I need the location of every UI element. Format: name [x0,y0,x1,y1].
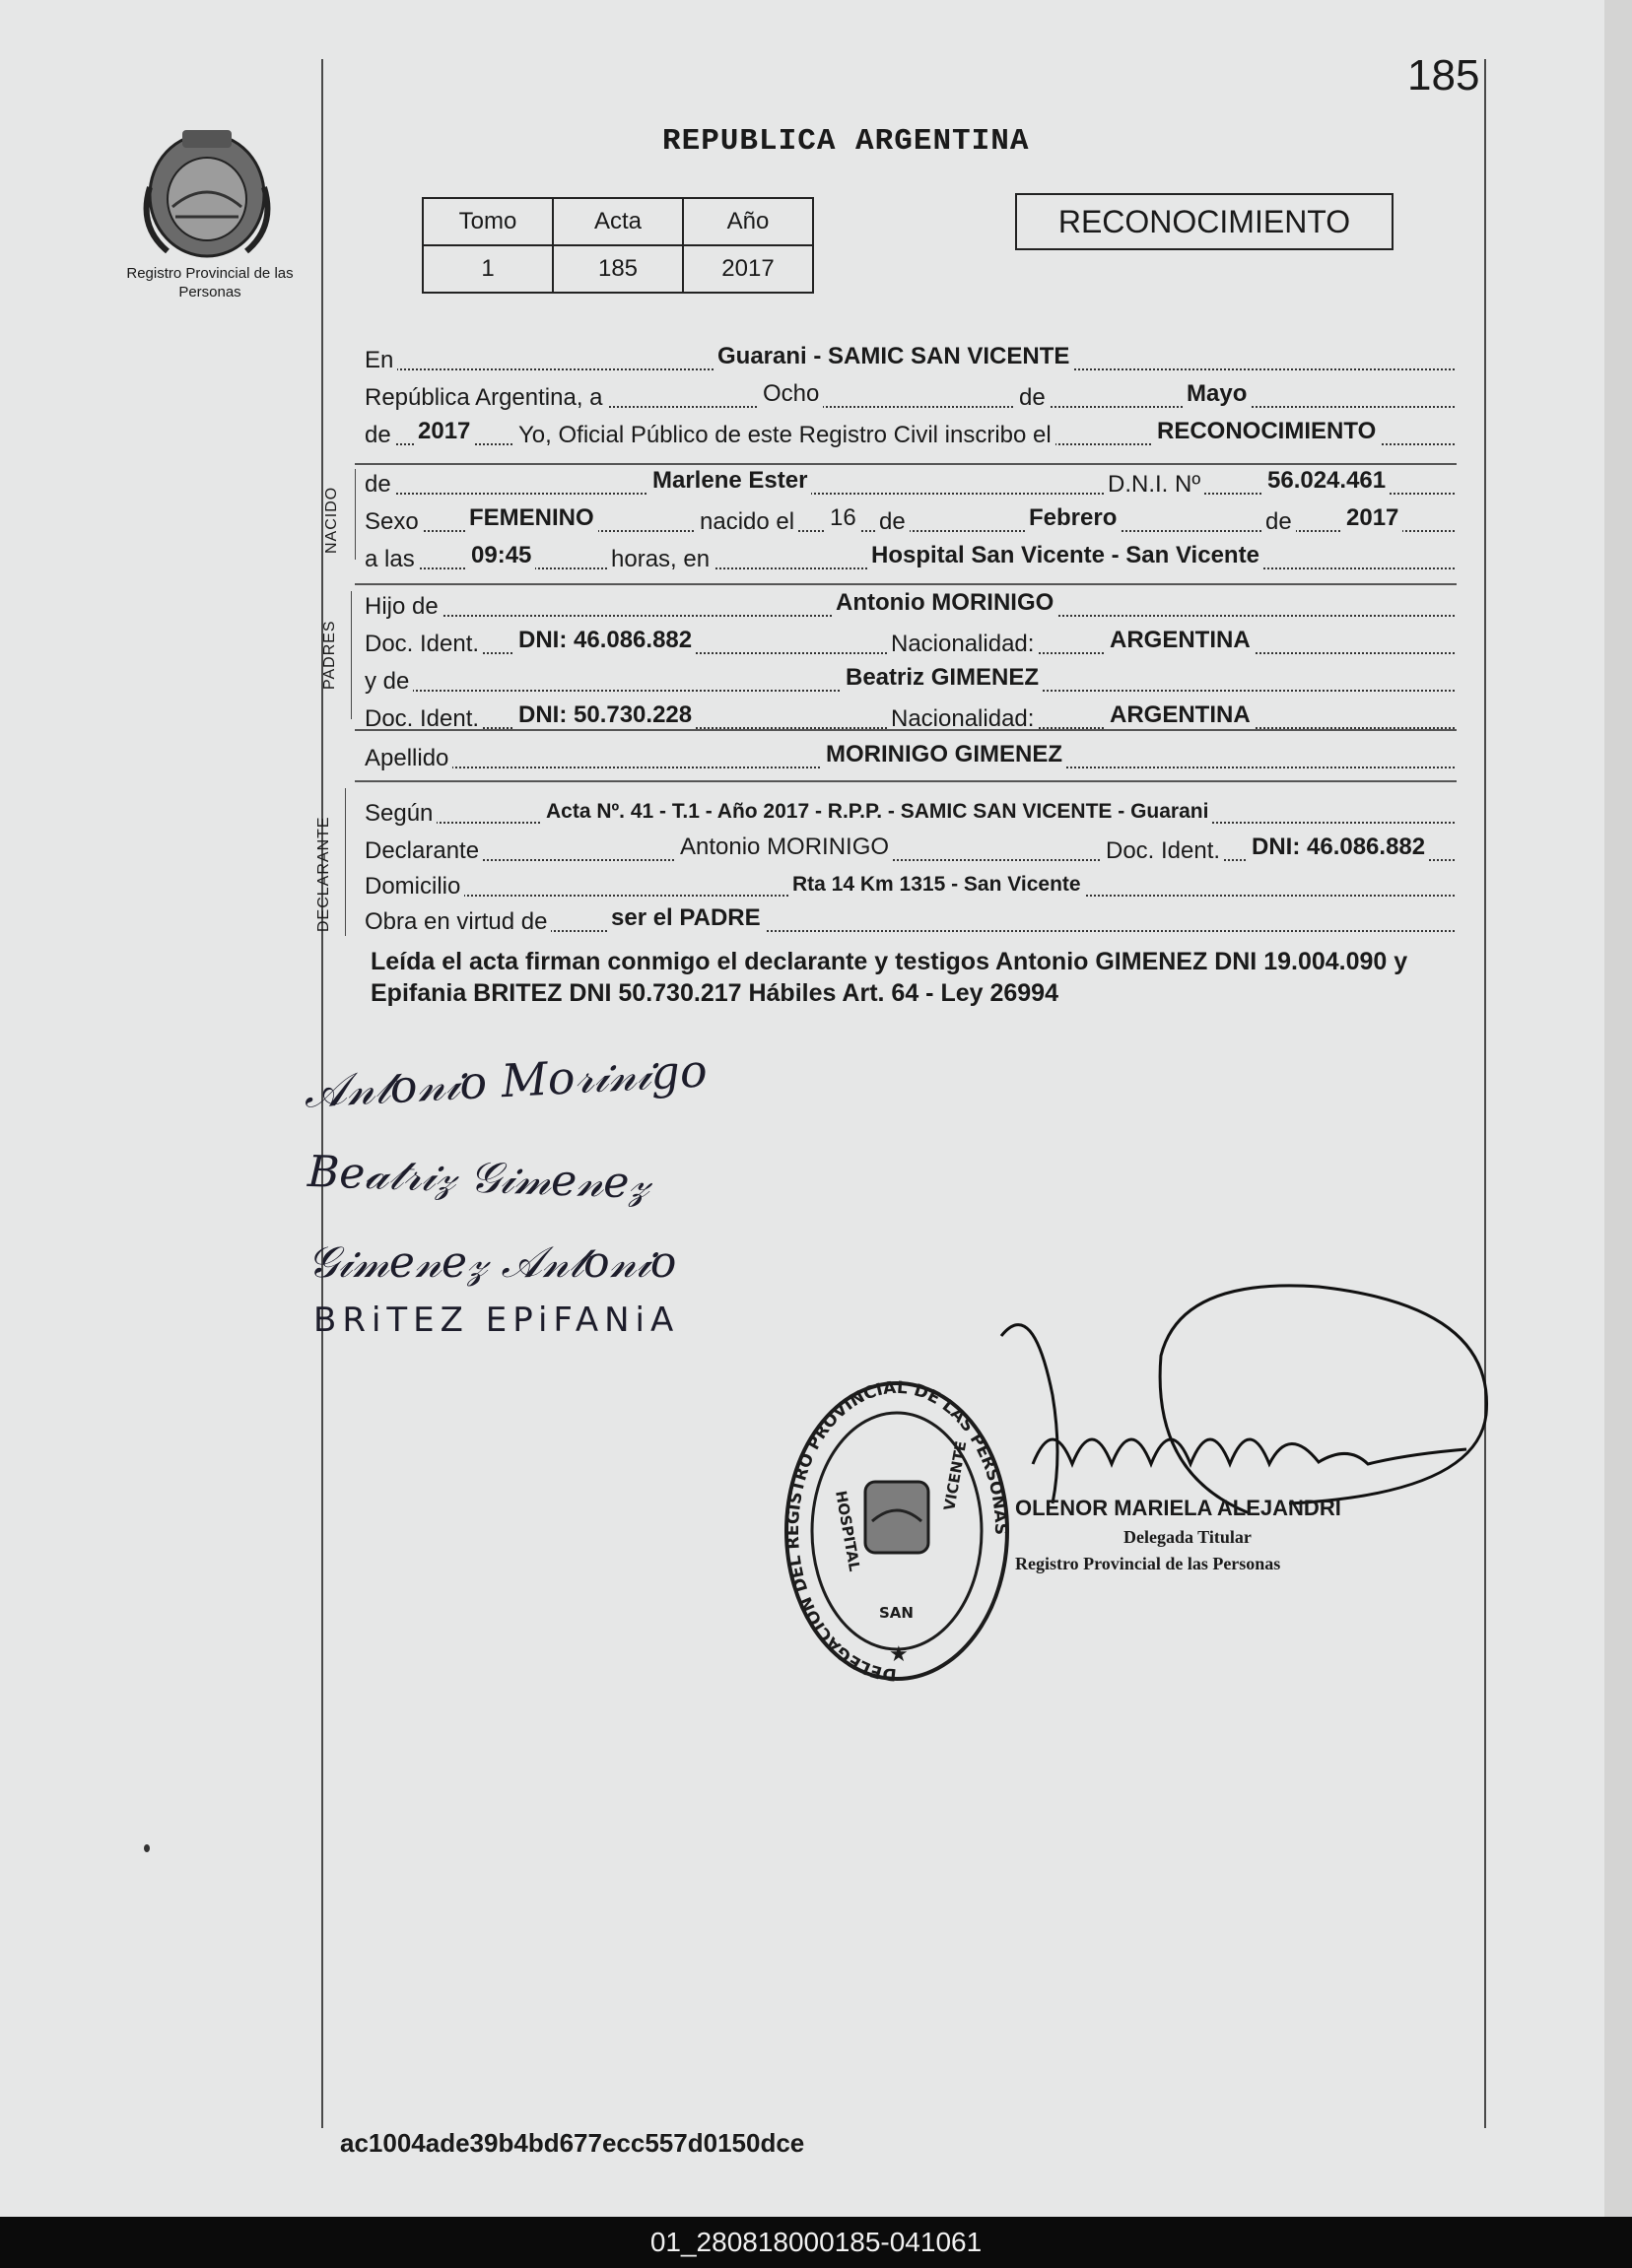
birth-de-label: de [875,508,910,536]
nacido-birth-row [365,497,1455,535]
domicilio-row [365,861,1455,900]
signature-mother: 𝐵𝑒𝒶𝓉𝓇𝒾𝓏 𝒢𝒾𝓂𝑒𝓃𝑒𝓏 [306,1146,650,1210]
declarante-label: Declarante [365,837,483,865]
birth-day: 16 [826,504,860,532]
svg-text:SAN: SAN [879,1604,914,1622]
nacionalidad-label: Nacionalidad: [887,631,1038,658]
father-nationality: ARGENTINA [1106,627,1255,654]
section-divider [355,780,1457,782]
registry-table [422,197,814,294]
child-name: Marlene Ester [648,467,811,495]
document-id-footer: 01_280818000185-041061 [0,2217,1632,2268]
horas-en-label: horas, en [607,546,714,573]
anio-header: Año [683,198,813,245]
acta-header: Acta [553,198,683,245]
svg-text:★: ★ [889,1642,909,1667]
obra-row [365,897,1455,935]
doc-ident-label: Doc. Ident. [365,631,483,658]
y-de-label: y de [365,668,413,696]
declarante-row [365,826,1455,864]
apellido-label: Apellido [365,745,452,772]
signature-witness-2: BRiTEZ EPiFANiA [313,1301,680,1340]
province-seal-logo [128,118,286,266]
nacido-name-row [365,459,1455,498]
nacido-bracket [355,469,356,560]
doc-ident-label: Doc. Ident. [365,705,483,733]
page-number: 185 [1407,51,1480,100]
mother-row [365,656,1455,695]
mother-doc: DNI: 50.730.228 [514,701,696,729]
official-institution: Registro Provincial de las Personas [1015,1554,1281,1573]
section-divider [355,729,1457,731]
mother-doc-row [365,694,1455,732]
svg-text:VICENTE: VICENTE [940,1439,971,1512]
declarante-doc: DNI: 46.086.882 [1248,834,1429,861]
stray-mark [144,1844,150,1852]
domicilio-value: Rta 14 Km 1315 - San Vicente [788,873,1085,897]
document-hash: ac1004ade39b4bd677ecc557d0150dce [340,2128,805,2158]
official-name: OLENOR MARIELA ALEJANDRI [1015,1496,1341,1520]
closing-statement: Leída el acta firman conmigo el declarante y testigos Antonio GIMENEZ DNI 19.004.090 y Epifania BRITEZ DNI 50.730.217 Hábiles Art. 64 - Ley 26994 [371,948,1408,1007]
intro-year-row [365,410,1455,448]
birth-time: 09:45 [467,542,535,569]
a-las-label: a las [365,546,419,573]
birth-year: 2017 [1342,504,1402,532]
right-margin-line [1484,59,1486,2128]
nacido-el-label: nacido el [696,508,798,536]
day-text: Ocho [759,380,823,408]
declarante-name: Antonio MORINIGO [676,834,893,861]
segun-value: Acta Nº. 41 - T.1 - Año 2017 - R.P.P. - SAMIC SAN VICENTE - Guarani [542,800,1212,824]
dni-label: D.N.I. Nº [1104,471,1204,499]
signature-father: 𝒜𝓃𝓉𝑜𝓃𝒾𝑜 𝑀𝑜𝓇𝒾𝓃𝒾𝑔𝑜 [302,1043,709,1118]
obra-value: ser el PADRE [607,904,765,932]
document-title: REPUBLICA ARGENTINA [662,124,1030,159]
acta-value: 185 [553,245,683,293]
father-doc-row [365,619,1455,657]
republica-label: República Argentina, a [365,384,607,412]
logo-caption: Registro Provincial de las Personas [126,265,294,300]
hijo-de-label: Hijo de [365,593,442,621]
mother-nationality: ARGENTINA [1106,701,1255,729]
padres-bracket [351,591,352,719]
declarante-section-label: DECLARANTE [315,816,332,932]
anio-value: 2017 [683,245,813,293]
declarante-doc-label: Doc. Ident. [1102,837,1224,865]
nacido-time-row [365,534,1455,572]
father-row [365,581,1455,620]
signature-witness-1: 𝒢𝒾𝓂𝑒𝓃𝑒𝓏 𝒜𝓃𝓉𝑜𝓃𝒾𝑜 [307,1237,677,1288]
de-label: de [1015,384,1050,412]
intro-date-row [365,372,1455,411]
mother-name: Beatriz GIMENEZ [842,664,1043,692]
official-stamp [779,1373,1015,1689]
tomo-value: 1 [423,245,553,293]
en-label: En [365,347,397,374]
child-dni: 56.024.461 [1263,467,1390,495]
official-role: Delegada Titular [1123,1527,1252,1547]
obra-label: Obra en virtud de [365,908,551,936]
month-text: Mayo [1183,380,1251,408]
sexo-value: FEMENINO [465,504,598,532]
svg-text:DELEGACION DEL REGISTRO PROVIN: DELEGACION DEL REGISTRO PROVINCIAL DE LAS PERSONAS [783,1377,1011,1685]
de-label: de [365,471,395,499]
place-value: Guarani - SAMIC SAN VICENTE [714,343,1073,370]
father-name: Antonio MORINIGO [832,589,1057,617]
inscribo-value: RECONOCIMIENTO [1153,418,1380,445]
year-value: 2017 [414,418,474,445]
act-type-box: RECONOCIMIENTO [1015,193,1394,250]
father-doc: DNI: 46.086.882 [514,627,696,654]
birth-place: Hospital San Vicente - San Vicente [867,542,1263,569]
official-signature-block [1015,1496,1341,1574]
segun-label: Según [365,800,437,828]
declarante-bracket [345,788,346,936]
padres-section-label: PADRES [321,620,338,690]
page-edge [1604,0,1632,2217]
nacido-section-label: NACIDO [323,486,340,554]
inscribo-text: Yo, Oficial Público de este Registro Civil inscribo el [514,422,1055,449]
intro-place-row [365,335,1455,373]
apellido-row [365,733,1455,771]
segun-row [365,788,1455,827]
birth-year-label: de [1261,508,1296,536]
year-label: de [365,422,395,449]
domicilio-label: Domicilio [365,873,464,901]
birth-month: Febrero [1025,504,1121,532]
apellido-value: MORINIGO GIMENEZ [822,741,1066,768]
svg-text:HOSPITAL: HOSPITAL [832,1489,864,1573]
tomo-header: Tomo [423,198,553,245]
nacionalidad-label: Nacionalidad: [887,705,1038,733]
sexo-label: Sexo [365,508,423,536]
